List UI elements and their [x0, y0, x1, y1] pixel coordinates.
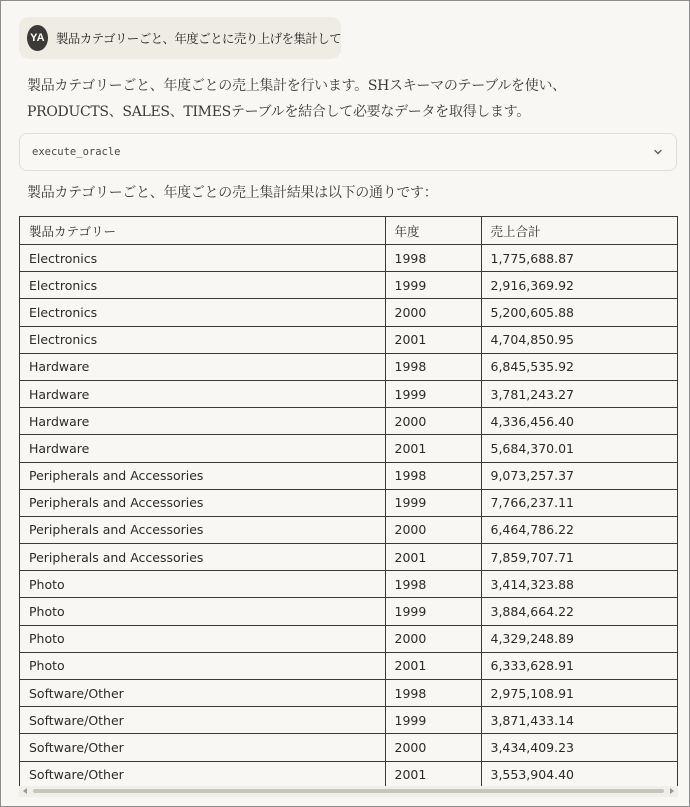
cell-category: Hardware — [20, 408, 385, 435]
cell-year: 1999 — [385, 272, 481, 299]
cell-total-sales: 6,464,786.22 — [481, 516, 677, 543]
user-message-text: 製品カテゴリーごと、年度ごとに売り上げを集計して — [55, 31, 341, 46]
header-category: 製品カテゴリー — [20, 217, 385, 245]
cell-category: Photo — [20, 625, 385, 652]
user-avatar: YA — [27, 25, 48, 51]
table-row — [20, 625, 677, 652]
result-intro: 製品カテゴリーごと、年度ごとの売上集計結果は以下の通りです： — [27, 185, 438, 201]
cell-total-sales: 3,781,243.27 — [481, 380, 677, 407]
cell-category: Photo — [20, 598, 385, 625]
cell-total-sales: 3,434,409.23 — [481, 734, 677, 761]
table-row — [20, 761, 677, 786]
cell-year: 2000 — [385, 408, 481, 435]
header-total-sales: 売上合計 — [481, 217, 677, 245]
user-message-bubble — [19, 17, 341, 59]
cell-year: 2000 — [385, 734, 481, 761]
cell-year: 1999 — [385, 598, 481, 625]
table-row — [20, 571, 677, 598]
cell-year: 1998 — [385, 462, 481, 489]
table-row — [20, 707, 677, 734]
table-row — [20, 435, 677, 462]
horizontal-scrollbar[interactable] — [19, 786, 678, 797]
cell-total-sales: 3,553,904.40 — [481, 761, 677, 786]
cell-year: 2001 — [385, 544, 481, 571]
table-row — [20, 652, 677, 679]
cell-total-sales: 2,975,108.91 — [481, 680, 677, 707]
cell-year: 2000 — [385, 625, 481, 652]
cell-total-sales: 9,073,257.37 — [481, 462, 677, 489]
cell-category: Photo — [20, 652, 385, 679]
cell-category: Peripherals and Accessories — [20, 489, 385, 516]
cell-total-sales: 4,336,456.40 — [481, 408, 677, 435]
cell-year: 1998 — [385, 571, 481, 598]
cell-year: 1998 — [385, 353, 481, 380]
cell-year: 2000 — [385, 516, 481, 543]
cell-total-sales: 2,916,369.92 — [481, 272, 677, 299]
cell-total-sales: 5,684,370.01 — [481, 435, 677, 462]
assistant-intro — [27, 73, 627, 125]
table-row — [20, 489, 677, 516]
tool-call-toggle[interactable] — [19, 133, 677, 171]
cell-category: Electronics — [20, 272, 385, 299]
scroll-left-icon[interactable] — [23, 788, 27, 794]
cell-category: Software/Other — [20, 707, 385, 734]
cell-year: 2000 — [385, 299, 481, 326]
table-row — [20, 734, 677, 761]
table-row — [20, 516, 677, 543]
table-row — [20, 326, 677, 353]
assistant-intro-line-1: 製品カテゴリーごと、年度ごとの売上集計を行います。SHスキーマのテーブルを使い、 — [27, 78, 566, 94]
cell-total-sales: 7,859,707.71 — [481, 544, 677, 571]
cell-total-sales: 6,845,535.92 — [481, 353, 677, 380]
table-row — [20, 245, 677, 272]
cell-total-sales: 5,200,605.88 — [481, 299, 677, 326]
header-year: 年度 — [385, 217, 481, 245]
scrollbar-thumb[interactable] — [33, 789, 664, 793]
cell-year: 1999 — [385, 489, 481, 516]
table-row — [20, 544, 677, 571]
cell-total-sales: 3,414,323.88 — [481, 571, 677, 598]
table-row — [20, 462, 677, 489]
table-header-row — [20, 217, 677, 245]
results-table-container[interactable] — [19, 216, 678, 786]
cell-year: 1998 — [385, 680, 481, 707]
cell-total-sales: 1,775,688.87 — [481, 245, 677, 272]
cell-category: Photo — [20, 571, 385, 598]
scroll-right-icon[interactable] — [670, 788, 674, 794]
cell-year: 2001 — [385, 435, 481, 462]
cell-category: Peripherals and Accessories — [20, 516, 385, 543]
table-row — [20, 353, 677, 380]
cell-category: Hardware — [20, 353, 385, 380]
cell-year: 2001 — [385, 761, 481, 786]
table-row — [20, 680, 677, 707]
cell-total-sales: 4,704,850.95 — [481, 326, 677, 353]
cell-category: Electronics — [20, 326, 385, 353]
cell-total-sales: 4,329,248.89 — [481, 625, 677, 652]
cell-category: Electronics — [20, 245, 385, 272]
cell-category: Electronics — [20, 299, 385, 326]
cell-total-sales: 6,333,628.91 — [481, 652, 677, 679]
table-row — [20, 598, 677, 625]
cell-year: 1999 — [385, 707, 481, 734]
cell-total-sales: 7,766,237.11 — [481, 489, 677, 516]
cell-category: Peripherals and Accessories — [20, 462, 385, 489]
cell-year: 2001 — [385, 652, 481, 679]
cell-category: Software/Other — [20, 734, 385, 761]
table-row — [20, 408, 677, 435]
cell-category: Software/Other — [20, 680, 385, 707]
chevron-down-icon[interactable] — [652, 146, 664, 158]
cell-category: Hardware — [20, 380, 385, 407]
assistant-intro-line-2: PRODUCTS、SALES、TIMESテーブルを結合して必要なデータを取得します。 — [27, 104, 530, 120]
table-row — [20, 299, 677, 326]
cell-year: 1998 — [385, 245, 481, 272]
cell-category: Hardware — [20, 435, 385, 462]
results-table — [20, 217, 677, 786]
table-row — [20, 272, 677, 299]
tool-call-name: execute_oracle — [32, 146, 121, 158]
cell-year: 1999 — [385, 380, 481, 407]
cell-category: Peripherals and Accessories — [20, 544, 385, 571]
cell-category: Software/Other — [20, 761, 385, 786]
cell-total-sales: 3,871,433.14 — [481, 707, 677, 734]
table-row — [20, 380, 677, 407]
cell-year: 2001 — [385, 326, 481, 353]
cell-total-sales: 3,884,664.22 — [481, 598, 677, 625]
